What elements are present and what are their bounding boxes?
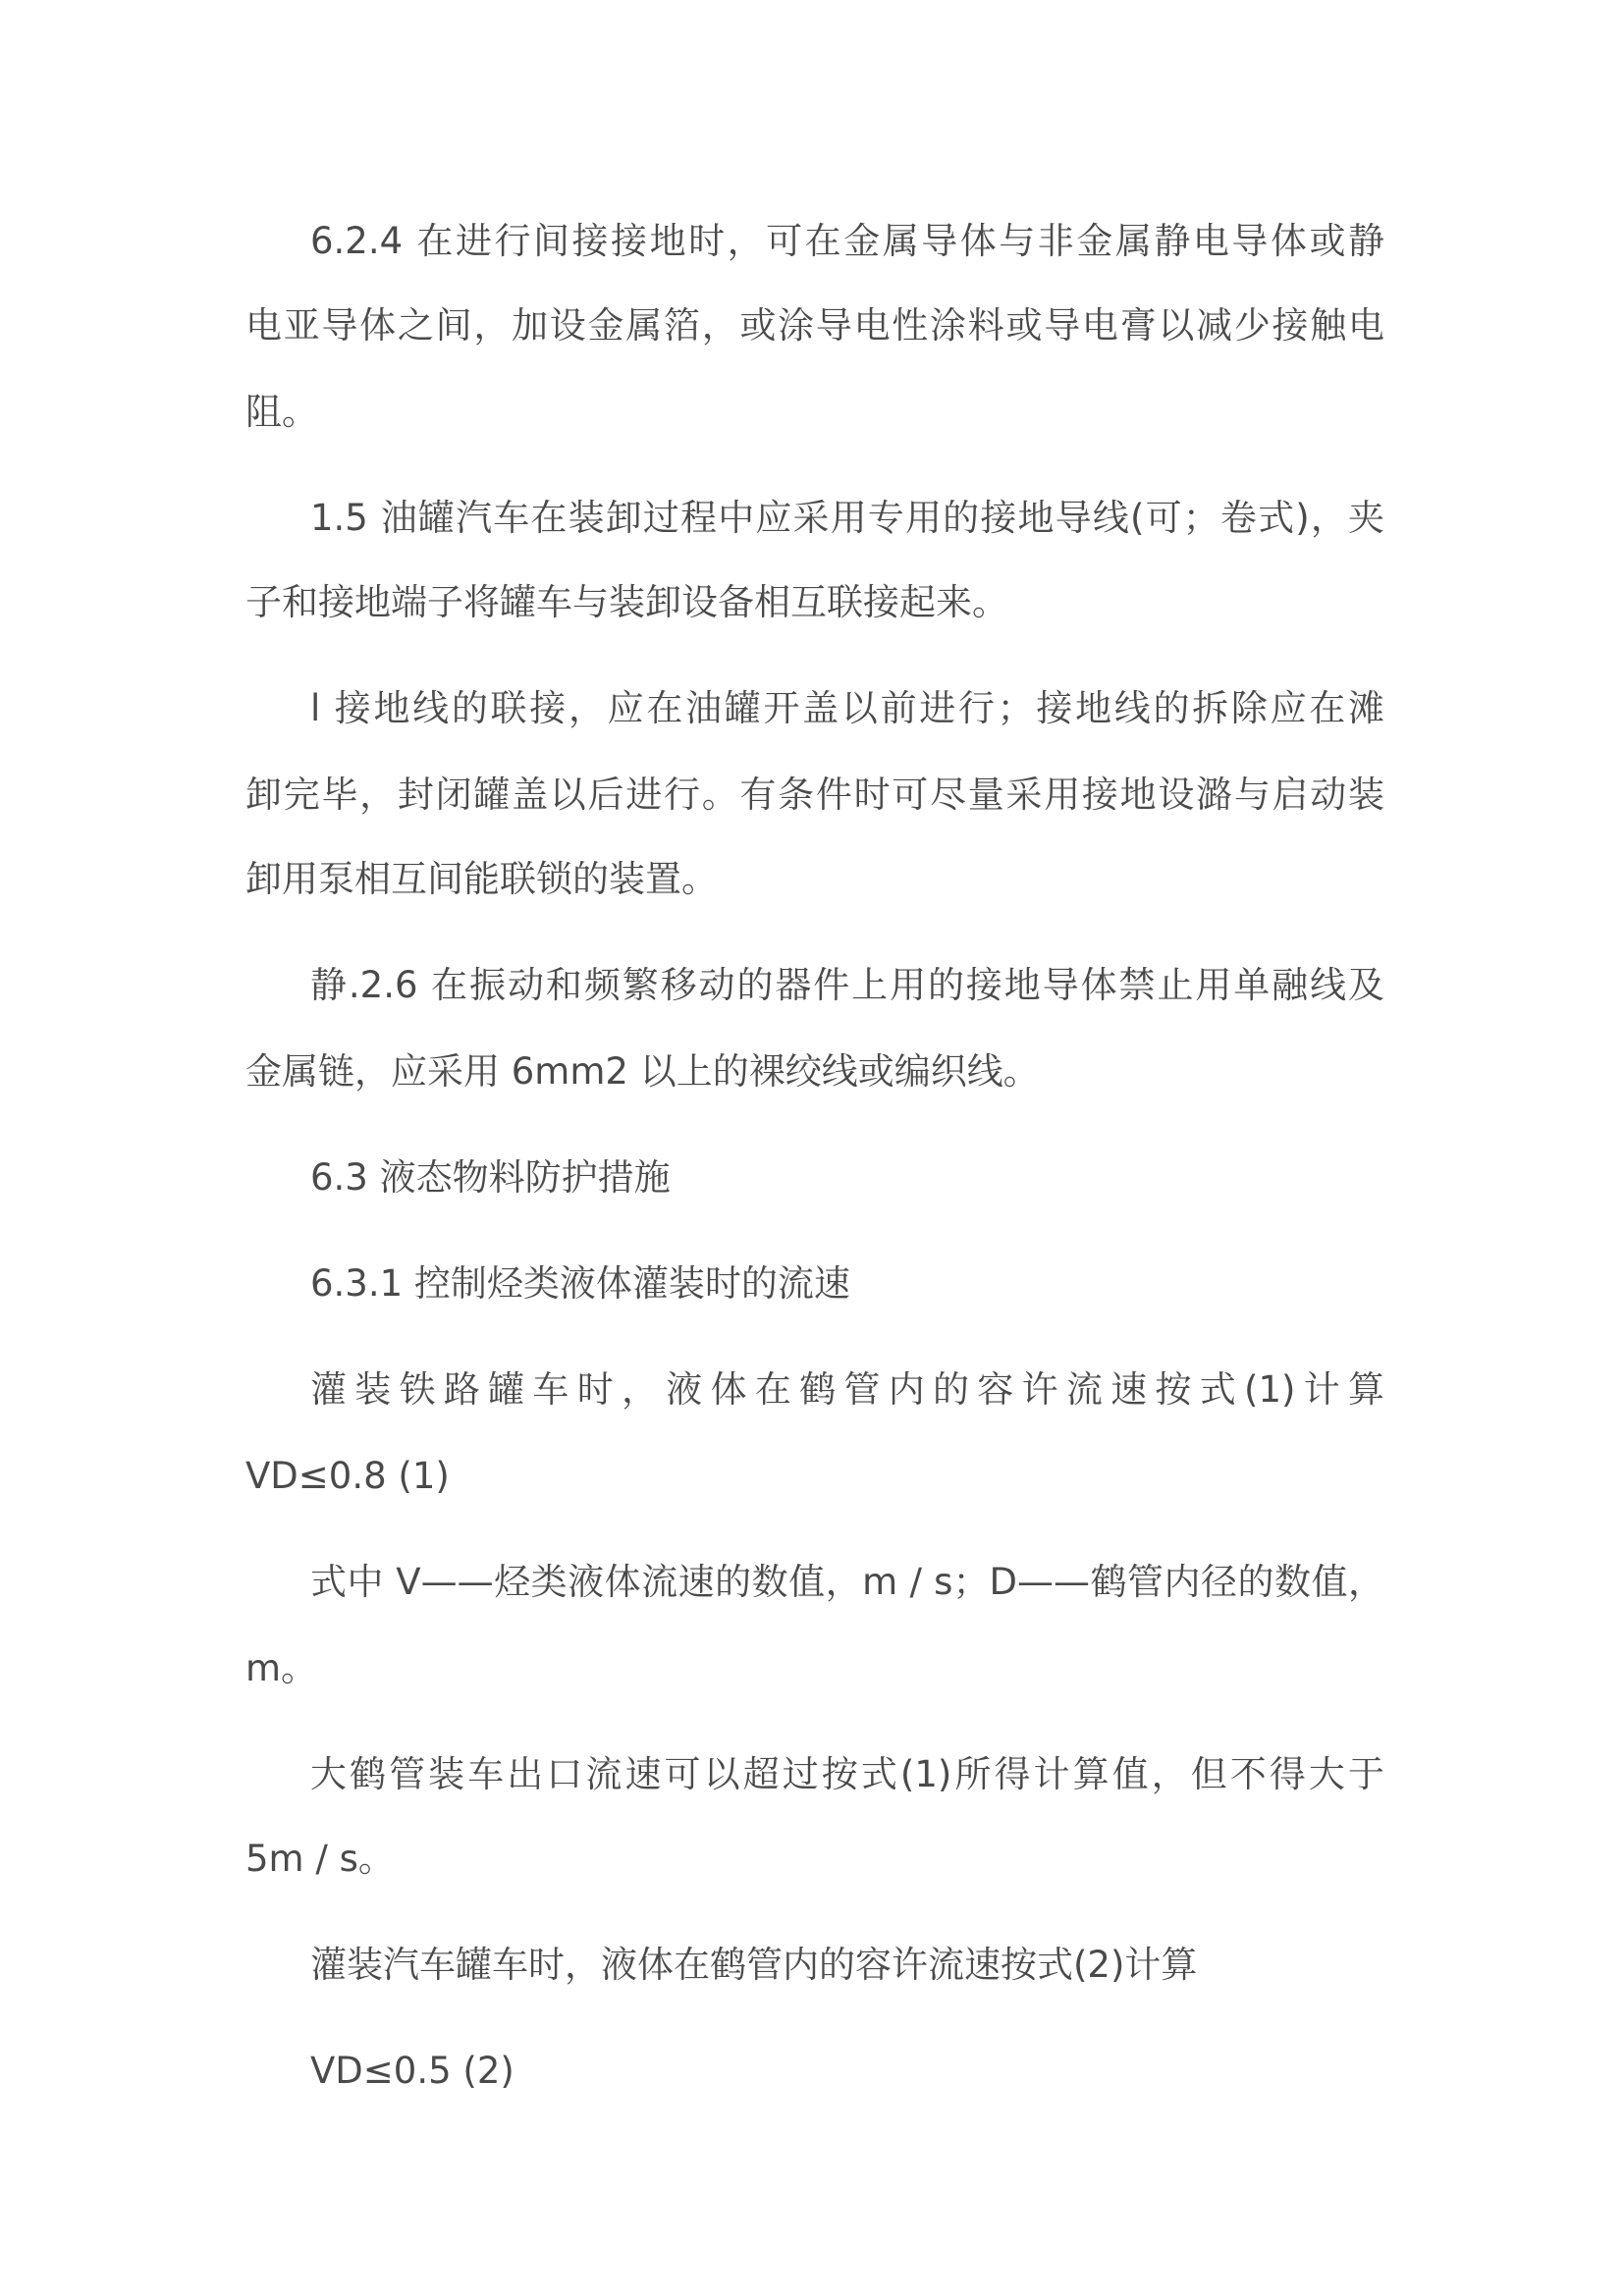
- text-line: 卸完毕，封闭罐盖以后进行。有条件时可尽量采用接地设潞与启动装: [245, 774, 1384, 816]
- text-line: 电亚导体之间，加设金属箔，或涂导电性涂料或导电膏以减少接触电: [245, 304, 1384, 347]
- subsection-heading: 6.3.1 控制烃类液体灌装时的流速: [310, 1262, 850, 1305]
- formula-line: VD≤0.8 (1): [245, 1455, 450, 1497]
- text-line: m。: [245, 1647, 318, 1689]
- text-line: 5m / s。: [245, 1838, 395, 1880]
- text-line: 1.5 油罐汽车在装卸过程中应采用专用的接地导线(可；卷式)，夹: [310, 497, 1384, 539]
- text-line: 灌装铁路罐车时，液体在鹤管内的容许流速按式(1)计算: [310, 1368, 1384, 1411]
- text-line: 金属链，应采用 6mm2 以上的裸绞线或编织线。: [245, 1050, 1040, 1093]
- text-line: 卸用泵相互间能联锁的装置。: [245, 858, 718, 900]
- text-line: 阻。: [245, 391, 318, 433]
- text-line: l 接地线的联接，应在油罐开盖以前进行；接地线的拆除应在滩: [310, 687, 1384, 729]
- text-line: 6.2.4 在进行间接接地时，可在金属导体与非金属静电导体或静: [310, 220, 1384, 262]
- text-line: 式中 V——烃类液体流速的数值，m / s；D——鹤管内径的数值，: [310, 1561, 1384, 1603]
- formula-line: VD≤0.5 (2): [310, 2050, 514, 2092]
- section-heading: 6.3 液态物料防护措施: [310, 1156, 671, 1199]
- text-line: 静.2.6 在振动和频繁移动的器件上用的接地导体禁止用单融线及: [310, 964, 1384, 1006]
- text-line: 灌装汽车罐车时，液体在鹤管内的容许流速按式(2)计算: [310, 1944, 1198, 1986]
- text-line: 大鹤管装车出口流速可以超过按式(1)所得计算值，但不得大于: [310, 1753, 1384, 1795]
- text-line: 子和接地端子将罐车与装卸设备相互联接起来。: [245, 581, 1008, 623]
